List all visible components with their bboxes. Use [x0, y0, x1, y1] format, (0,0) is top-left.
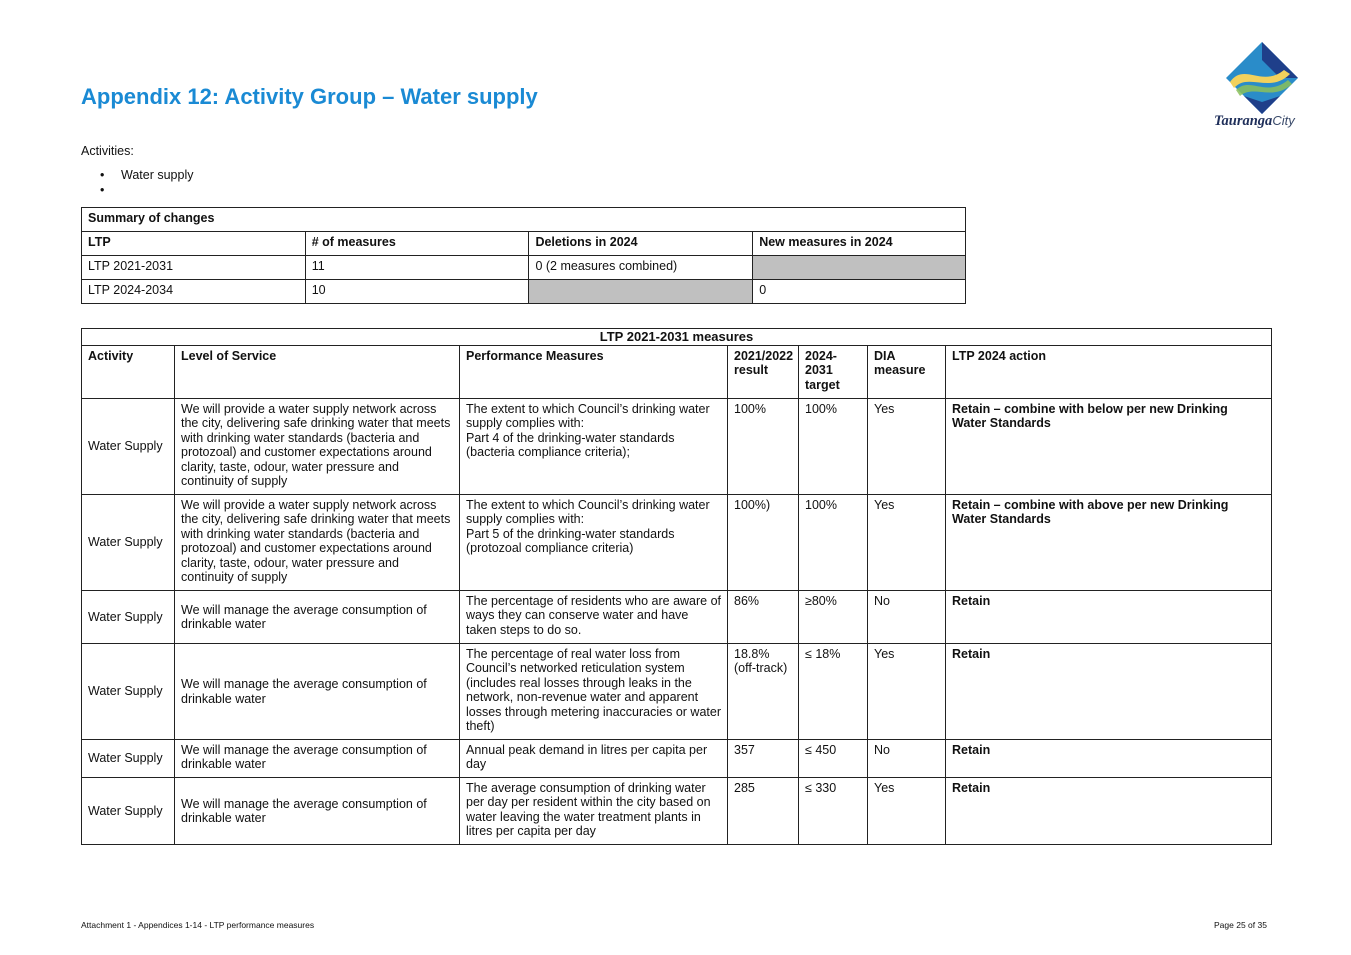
result-cell: 100%)	[728, 494, 799, 590]
performance-measure-cell: The average consumption of drinking water per day per resident within the city based on water leaving the water treatment plants in litres per capita per day	[460, 777, 728, 844]
level-of-service-cell: We will provide a water supply network across the city, delivering safe drinking water that meets with drinking water standards (bacteria and protozoal) and customer expectations around clarity, taste, odour, water pressure and continuity of supply	[175, 494, 460, 590]
performance-measure-cell: The percentage of real water loss from Council’s networked reticulation system (includes real losses through leaks in the network, non-revenue water and apparent losses through metering inaccuracies or water theft)	[460, 643, 728, 739]
action-cell: Retain	[946, 590, 1272, 643]
level-of-service-cell: We will manage the average consumption of drinkable water	[175, 739, 460, 777]
summary-header-deletions: Deletions in 2024	[529, 232, 753, 256]
summary-cell-shaded	[529, 280, 753, 304]
dia-cell: No	[868, 590, 946, 643]
summary-cell: 10	[305, 280, 529, 304]
activity-cell: Water Supply	[82, 590, 175, 643]
summary-cell: 0	[753, 280, 966, 304]
action-cell: Retain – combine with above per new Drinking Water Standards	[946, 494, 1272, 590]
dia-cell: Yes	[868, 494, 946, 590]
activities-label: Activities:	[81, 144, 134, 158]
table-row	[82, 590, 1272, 643]
performance-measure-cell: The percentage of residents who are aware of ways they can conserve water and have taken steps to do so.	[460, 590, 728, 643]
action-cell: Retain	[946, 777, 1272, 844]
logo-name: Tauranga	[1214, 113, 1273, 129]
summary-of-changes-table	[81, 207, 966, 304]
logo-suffix: City	[1272, 113, 1295, 128]
level-of-service-cell: We will provide a water supply network across the city, delivering safe drinking water that meets with drinking water standards (bacteria and protozoal) and customer expectations around clarity, taste, odour, water pressure and continuity of supply	[175, 398, 460, 494]
activity-cell: Water Supply	[82, 398, 175, 494]
ltp-measures-table	[81, 328, 1272, 845]
measures-caption: LTP 2021-2031 measures	[82, 329, 1272, 346]
logo-diamond-icon	[1210, 40, 1320, 115]
summary-cell: LTP 2021-2031	[82, 256, 306, 280]
page-title: Appendix 12: Activity Group – Water supply	[81, 84, 538, 109]
summary-header-new: New measures in 2024	[753, 232, 966, 256]
header-dia-measure: DIA measure	[868, 345, 946, 398]
header-level-of-service: Level of Service	[175, 345, 460, 398]
pm-line: The extent to which Council’s drinking water supply complies with:	[466, 401, 710, 430]
footer-attachment-text: Attachment 1 - Appendices 1-14 - LTP performance measures	[81, 920, 315, 930]
target-cell: 100%	[799, 494, 868, 590]
result-cell: 86%	[728, 590, 799, 643]
header-result: 2021/2022 result	[728, 345, 799, 398]
result-cell: 285	[728, 777, 799, 844]
footer-page-number: Page 25 of 35	[1214, 920, 1267, 930]
summary-cell: LTP 2024-2034	[82, 280, 306, 304]
table-row	[82, 494, 1272, 590]
action-cell: Retain	[946, 643, 1272, 739]
tauranga-city-logo	[1210, 40, 1320, 135]
level-of-service-cell: We will manage the average consumption of drinkable water	[175, 590, 460, 643]
result-cell: 18.8% (off-track)	[728, 643, 799, 739]
activity-cell: Water Supply	[82, 643, 175, 739]
activity-cell: Water Supply	[82, 494, 175, 590]
dia-cell: Yes	[868, 398, 946, 494]
target-cell: ≤ 330	[799, 777, 868, 844]
table-row	[82, 256, 966, 280]
header-activity: Activity	[82, 345, 175, 398]
header-performance-measures: Performance Measures	[460, 345, 728, 398]
summary-header-measures: # of measures	[305, 232, 529, 256]
dia-cell: Yes	[868, 643, 946, 739]
table-row	[82, 398, 1272, 494]
activity-cell: Water Supply	[82, 739, 175, 777]
table-row	[82, 777, 1272, 844]
summary-cell: 11	[305, 256, 529, 280]
dia-cell: Yes	[868, 777, 946, 844]
performance-measure-cell: Annual peak demand in litres per capita per day	[460, 739, 728, 777]
header-target: 2024-2031 target	[799, 345, 868, 398]
performance-measure-cell	[460, 398, 728, 494]
action-cell: Retain – combine with below per new Drinking Water Standards	[946, 398, 1272, 494]
action-cell: Retain	[946, 739, 1272, 777]
result-cell: 100%	[728, 398, 799, 494]
activities-list-item	[100, 183, 193, 198]
target-cell: 100%	[799, 398, 868, 494]
summary-header-ltp: LTP	[82, 232, 306, 256]
header-ltp-action: LTP 2024 action	[946, 345, 1272, 398]
performance-measure-cell	[460, 494, 728, 590]
table-row	[82, 280, 966, 304]
summary-cell: 0 (2 measures combined)	[529, 256, 753, 280]
level-of-service-cell: We will manage the average consumption of drinkable water	[175, 777, 460, 844]
activities-list	[100, 168, 193, 198]
pm-line: Part 5 of the drinking-water standards (protozoal compliance criteria)	[466, 526, 675, 555]
target-cell: ≥80%	[799, 590, 868, 643]
level-of-service-cell: We will manage the average consumption of drinkable water	[175, 643, 460, 739]
table-row	[82, 739, 1272, 777]
dia-cell: No	[868, 739, 946, 777]
result-cell: 357	[728, 739, 799, 777]
target-cell: ≤ 450	[799, 739, 868, 777]
target-cell: ≤ 18%	[799, 643, 868, 739]
activities-list-item: • Water supply	[100, 168, 193, 183]
table-row	[82, 643, 1272, 739]
activity-cell: Water Supply	[82, 777, 175, 844]
pm-line: The extent to which Council’s drinking water supply complies with:	[466, 497, 710, 526]
pm-line: Part 4 of the drinking-water standards (bacteria compliance criteria);	[466, 430, 675, 459]
summary-cell-shaded	[753, 256, 966, 280]
summary-caption: Summary of changes	[82, 208, 966, 232]
